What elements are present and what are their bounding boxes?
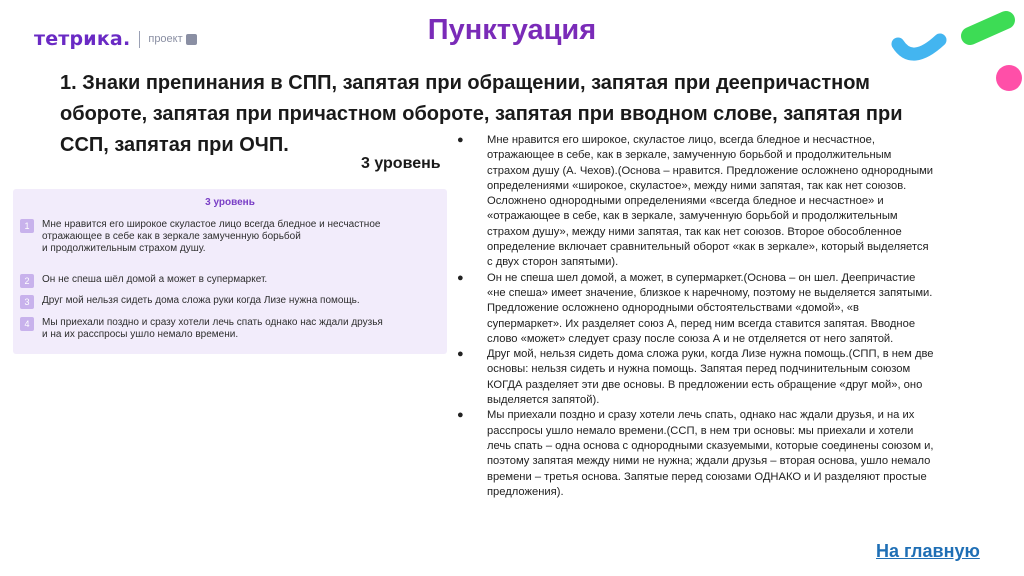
topic-line: 1. Знаки препинания в СПП, запятая при обращении, запятая при деепричастном bbox=[60, 72, 870, 94]
home-link[interactable]: На главную bbox=[876, 541, 980, 561]
task-text: Мы приехали поздно и сразу хотели лечь спать однако нас ждали друзья и на их расспросы ушло немало времени. bbox=[42, 317, 383, 340]
task-item bbox=[20, 317, 383, 341]
task-number-badge: 1 bbox=[20, 219, 34, 233]
answer-item: ● Мы приехали поздно и сразу хотели лечь спать, однако нас ждали друзья, и на их расспросы ушло немало времени.(ССП, в нем три основы: мы приехали и хотели лечь спать – одна основа с однородными сказуемыми, которые соединены союзом и, поэтому запятая между ними не нужна; ждали друзья – вторая основа, ушло немало времени – третья основа. Запятые перед союзами ОДНАКО и И разделяют простые предложения). bbox=[457, 409, 934, 498]
task-item bbox=[20, 274, 267, 288]
pink-dot-shape bbox=[996, 65, 1022, 91]
page-title: Пунктуация bbox=[427, 14, 597, 46]
bullet-icon: ● bbox=[457, 134, 464, 146]
task-text: Мне нравится его широкое скуластое лицо всегда бледное и несчастное отражающее в себе как в зеркале замученную борьбой и продолжительным страхом душу. bbox=[42, 219, 381, 254]
answer-item: ● Друг мой, нельзя сидеть дома сложа руки, когда Лизе нужна помощь.(СПП, в нем две основы: нельзя сидеть и нужна помощь. Запятая перед подчинительным союзом КОГДА разделяет эти две основы. В предложении есть обращение «друг мой», оно выделяется запятой). bbox=[457, 348, 934, 407]
topic-line: ССП, запятая при ОЧП. bbox=[60, 134, 289, 156]
answer-item: ● Мне нравится его широкое, скуластое лицо, всегда бледное и несчастное, отражающее в себе, как в зеркале, замученную борьбой и продолжительным страхом душу (А. Чехов).(Основа – нравится. Предложение осложнено однородными определениями «широкое, скуластое», между ними запятая, так как нет союзов. Осложнено однородными определениями «всегда бледное и несчастное» и «отражающее в себе, как в зеркале, замученную борьбой и продолжительным страхом душу», между ними запятая, так как нет союзов. Второе обособленное определение включает сравнительный оборот «как в зеркале», который выделяется с двух сторон запятыми). bbox=[457, 134, 934, 269]
level-label: 3 уровень bbox=[361, 155, 441, 172]
topic-line: обороте, запятая при причастном обороте, запятая при вводном слове, запятая при bbox=[60, 103, 903, 125]
bullet-icon: ● bbox=[457, 271, 464, 284]
bullet-icon: ● bbox=[457, 409, 464, 422]
logo-project-label: проект bbox=[148, 33, 183, 45]
green-bar-shape bbox=[970, 20, 1006, 36]
logo-wordmark: тетрика. bbox=[34, 28, 131, 50]
task-card-title: 3 уровень bbox=[205, 197, 255, 208]
task-number-badge: 2 bbox=[20, 274, 34, 288]
answer-item: ● Он не спеша шел домой, а может, в супермаркет.(Основа – он шел. Деепричастие «не спеша» имеет значение, близкое к наречному, поэтому не выделяется запятыми. Предложение осложнено однородными обстоятельствами «домой», «в супермаркет». Их разделяет союз А, перед ним всегда ставится запятая. Вводное слово «может» следует сразу после союза А и не отделяется от него запятой. bbox=[457, 271, 933, 345]
task-number-badge: 4 bbox=[20, 317, 34, 331]
task-card bbox=[13, 189, 447, 354]
task-text: Он не спеша шёл домой а может в супермаркет. bbox=[42, 274, 268, 285]
task-item bbox=[20, 295, 360, 309]
task-text: Друг мой нельзя сидеть дома сложа руки когда Лизе нужна помощь. bbox=[42, 295, 360, 306]
task-item bbox=[20, 219, 380, 255]
bullet-icon: ● bbox=[457, 348, 464, 361]
blue-curve-shape bbox=[898, 40, 940, 54]
task-number-badge: 3 bbox=[20, 295, 34, 309]
answers-list bbox=[452, 133, 1008, 500]
